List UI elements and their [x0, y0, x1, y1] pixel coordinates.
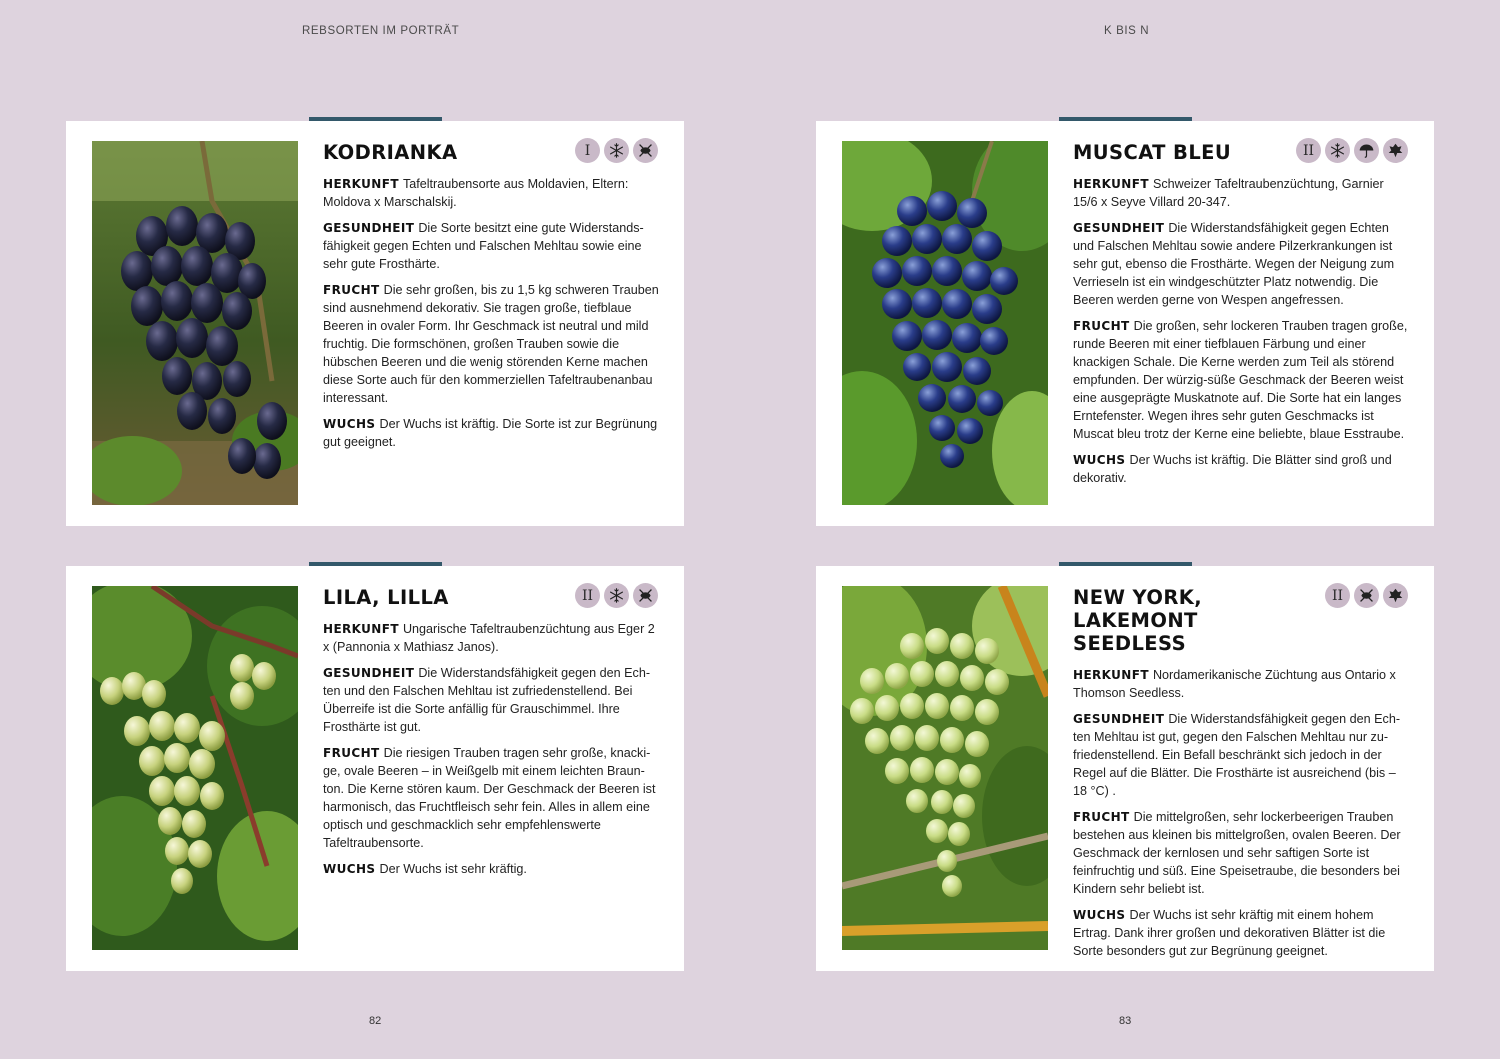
section-herkunft: HERKUNFT Ungarische Tafeltraubenzüchtung aus Eger 2 x (Pannonia x Mathiasz Janos). [323, 622, 655, 654]
variety-card-kodrianka [66, 121, 684, 526]
ripening-class-badge: I [575, 138, 600, 163]
card-tab-accent [1059, 562, 1192, 566]
section-frucht: FRUCHT Die sehr großen, bis zu 1,5 kg schweren Trauben sind ausnehmend dekorativ. Sie tragen große, tiefblaue Beeren in ovaler Form. Ihr Geschmack ist neutral und mild fruchtig. Die formschönen, großen Trauben sowie die hübschen Beeren und die wenig störenden Kerne machen diese Sorte auch für den kommerziellen Tafeltraubenanbau interessant. [323, 283, 659, 405]
section-wuchs: WUCHS Der Wuchs ist kräftig. Die Blätter sind groß und dekorativ. [1073, 453, 1392, 485]
section-gesundheit: GESUNDHEIT Die Widerstandsfähigkeit gegen Echten und Falschen Mehltau sowie andere Pilzerkrankungen ist sehr gut, ebenso die Frosthärte. Wegen der Neigung zum Verrieseln ist ein windgeschützter Platz notwendig. Die Beeren werden gerne von Wespen angefressen. [1073, 221, 1395, 307]
card-tab-accent [1059, 117, 1192, 121]
variety-card-muscat-bleu [816, 121, 1434, 526]
variety-title: MUSCAT BLEU [1073, 141, 1232, 164]
grape-photo-muscat-bleu [842, 141, 1048, 505]
section-wuchs: WUCHS Der Wuchs ist sehr kräftig mit einem hohem Ertrag. Dank ihrer großen und dekorativen Blätter ist die Sorte besonders gut zur Begrünung geeignet. [1073, 908, 1386, 958]
variety-card-lila-lilla [66, 566, 684, 971]
section-wuchs: WUCHS Der Wuchs ist kräftig. Die Sorte ist zur Begrünung gut geeignet. [323, 417, 658, 449]
ripening-class-badge: II [1296, 138, 1321, 163]
ripening-class-badge: II [1325, 583, 1350, 608]
variety-title: KODRIANKA [323, 141, 458, 164]
card-tab-accent [309, 562, 442, 566]
ripening-class-badge: II [575, 583, 600, 608]
running-head-left: REBSORTEN IM PORTRÄT [302, 25, 460, 37]
section-herkunft: HERKUNFT Nordamerikanische Züchtung aus Ontario x Thomson Seedless. [1073, 668, 1396, 700]
grape-photo-lila-lilla [92, 586, 298, 950]
variety-title: NEW YORK, LAKEMONT SEEDLESS [1073, 586, 1203, 655]
section-herkunft: HERKUNFT Tafeltraubensorte aus Moldavien, Eltern: Moldova x Marschalskij. [323, 177, 629, 209]
section-wuchs: WUCHS Der Wuchs ist sehr kräftig. [323, 862, 527, 876]
section-frucht: FRUCHT Die großen, sehr lockeren Trauben tragen große, runde Beeren mit einer tiefblauen Färbung und einer knackigen Schale. Die Kerne werden zum Teil als störend empfunden. Der würzig-süße Geschmack der Beeren weist eine ausgeprägte Muskatnote auf. Die Sorte hat ein langes Erntefenster. Wegen ihres sehr guten Geschmacks ist Muscat bleu trotz der Kerne eine beliebte, blaue Esstraube. [1073, 319, 1408, 441]
grape-photo-new-york [842, 586, 1048, 950]
page-number-left: 82 [369, 1015, 382, 1027]
card-tab-accent [309, 117, 442, 121]
section-frucht: FRUCHT Die riesigen Trauben tragen sehr große, knackige, ovale Beeren – in Weißgelb mit einem leichten Braunton. Die Kerne stören kaum. Der Geschmack der Beeren ist harmonisch, das Fruchtfleisch sehr fein. Alles in allem eine optisch und geschmacklich sehr empfehlenswerte Tafeltraubensorte. [323, 746, 656, 850]
section-gesundheit: GESUNDHEIT Die Sorte besitzt eine gute Widerstandsfähigkeit gegen Echten und Falschen Mehltau sowie eine sehr gute Frosthärte. [323, 221, 644, 271]
page-number-right: 83 [1119, 1015, 1132, 1027]
section-herkunft: HERKUNFT Schweizer Tafeltraubenzüchtung, Garnier 15/6 x Seyve Villard 20-347. [1073, 177, 1384, 209]
running-head-right: K BIS N [1104, 25, 1150, 37]
section-frucht: FRUCHT Die mittelgroßen, sehr lockerbeerigen Trauben bestehen aus kleinen bis mittelgroßen, ovalen Beeren. Der Geschmack der kernlosen und sehr saftigen Sorte ist feinfruchtig und süß. Eine Speisetraube, die besonders bei Kindern sehr beliebt ist. [1073, 810, 1401, 896]
variety-card-new-york [816, 566, 1434, 971]
grape-photo-kodrianka [92, 141, 298, 505]
variety-title: LILA, LILLA [323, 586, 449, 609]
section-gesundheit: GESUNDHEIT Die Widerstandsfähigkeit gegen den Echten Mehltau ist gut, gegen den Falschen Mehltau nur zufriedenstellend. Ein Befall beschränkt sich jedoch in der Regel auf die Blätter. Die Frosthärte ist ausreichend (bis –18 °C) . [1073, 712, 1401, 798]
section-gesundheit: GESUNDHEIT Die Widerstandsfähigkeit gegen den Echten und den Falschen Mehltau ist zufriedenstellend. Bei Überreife ist die Sorte anfällig für Grauschimmel. Ihre Frosthärte ist gut. [323, 666, 651, 734]
